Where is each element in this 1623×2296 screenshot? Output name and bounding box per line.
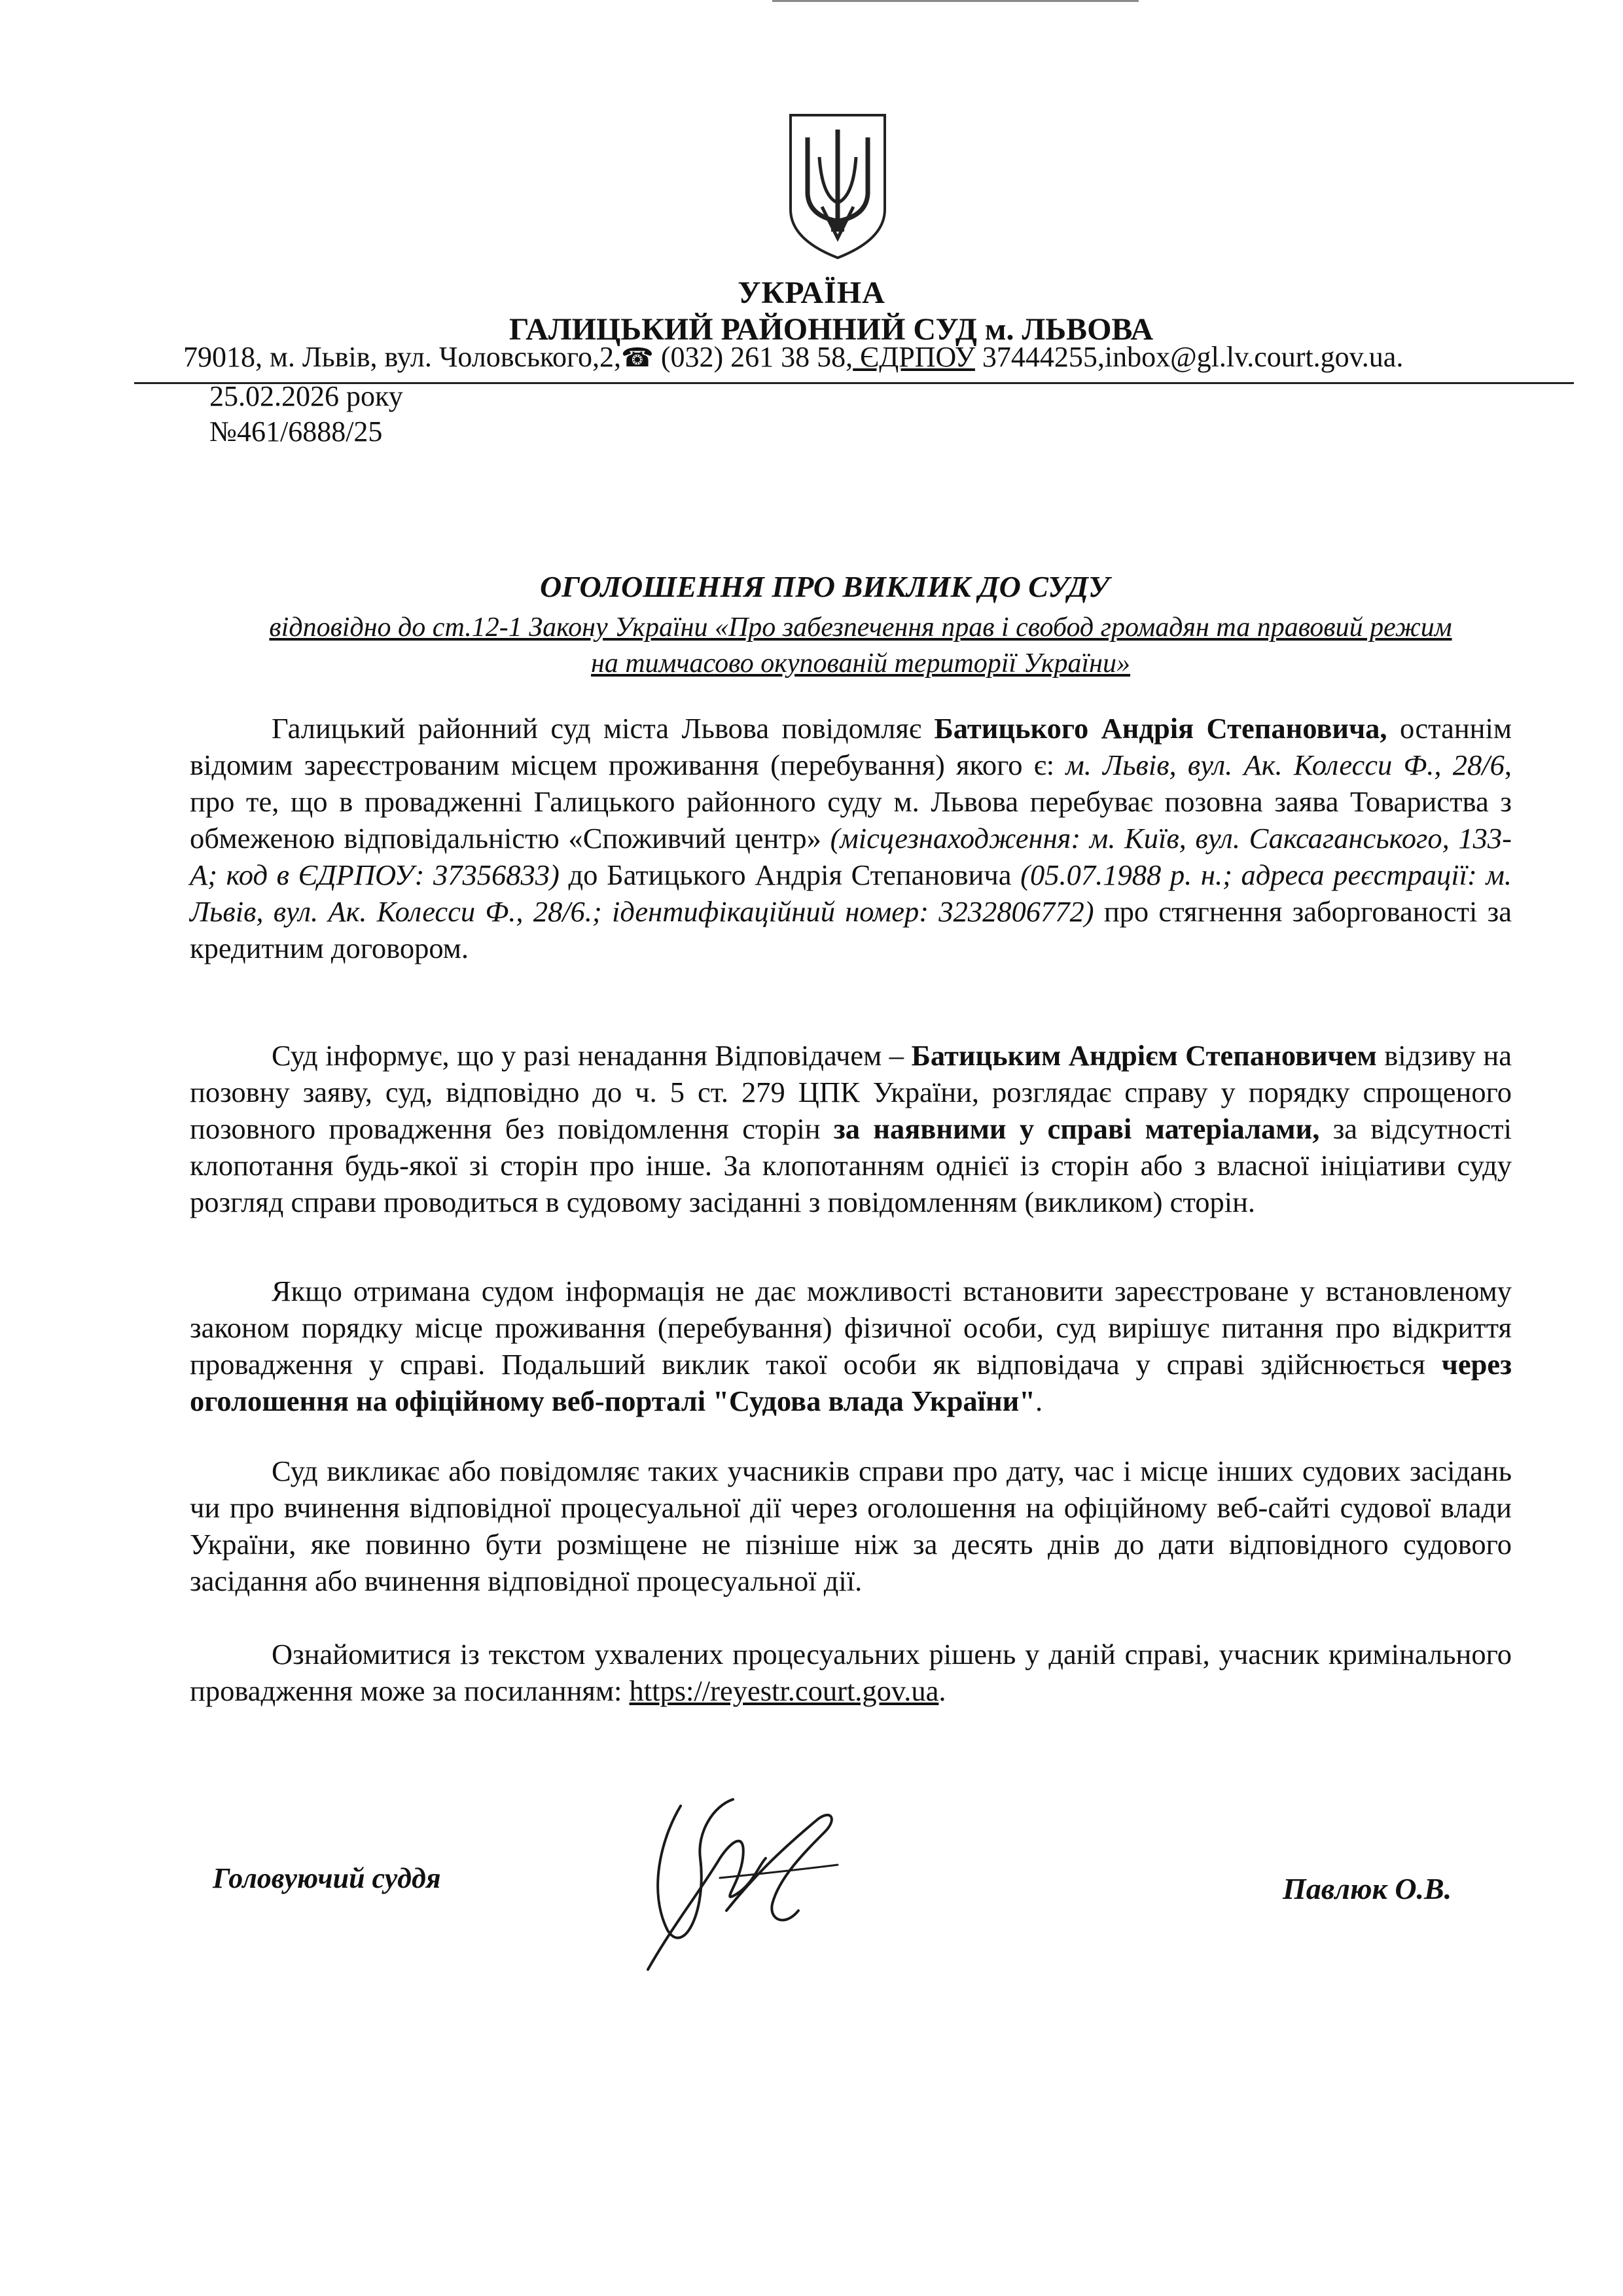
edrpou-label: ЄДРПОУ (853, 341, 975, 373)
trident-coat-of-arms-icon (785, 111, 890, 262)
paragraph-notice (190, 710, 1512, 966)
text-run: останнім відомим зареєстрованим місцем проживання (перебування) якого є: (190, 712, 1512, 781)
judge-name: Павлюк О.В. (1283, 1872, 1452, 1905)
paragraph-summons-method (190, 1273, 1512, 1419)
text-run: . (938, 1674, 946, 1707)
defendant-name: Батицьким Андрієм Степановичем (911, 1039, 1377, 1072)
text-run: Галицький районний суд міста Львова повідомляє (272, 712, 935, 745)
paragraph-registry-link (190, 1636, 1512, 1709)
letter-date: 25.02.2026 року (209, 380, 403, 412)
scan-artifact-line (772, 0, 1139, 2)
judge-title: Головуючий суддя (213, 1862, 441, 1894)
legal-basis-line-1: відповідно до ст.12-1 Закону України «Про забезпечення прав і свобод громадян та правовий режим (269, 612, 1452, 643)
phone-icon: ☎ (621, 343, 654, 372)
text-run: до Батицького Андрія Степановича (559, 858, 1021, 891)
defendant-details: (05.07.1988 р. н.; адреса реєстрації: м. Львів, вул. Ак. Колесси Ф., 28/6.; ідентифікаційний номер: 3232806772) (190, 858, 1512, 928)
plaintiff-details: (місцезнаходження: м. Київ, вул. Саксаганського, 133-А; код в ЄДРПОУ: 37356833) (190, 822, 1512, 891)
text-run: Ознайомитися із текстом ухвалених процесуальних рішень у даній справі, учасник кримінального провадження може за посиланням: (190, 1638, 1512, 1707)
text-run: про стягнення заборгованості за кредитним договором. (190, 895, 1512, 964)
paragraph-hearing-notice (190, 1453, 1512, 1599)
text-run: за відсутності клопотання будь-якої зі сторін про інше. За клопотанням однієї із сторін або з власної ініціативи суду розгляд справи проводиться в судовому засіданні з повідомленням (викликом) сторін. (190, 1112, 1512, 1218)
court-address: 79018, м. Львів, вул. Чоловського,2, (183, 341, 622, 373)
text-run: Суд викликає або повідомляє таких учасників справи про дату, час і місце інших судових засідань чи про вчинення відповідної процесуальної дії через оголошення на офіційному веб-сайті судової влади України, яке повинно бути розміщене не пізніше ніж за десять днів до дати відповідного судового засідання або вчинення відповідної процесуальної дії. (190, 1455, 1512, 1597)
emphasis-text: за наявними у справі матеріалами, (833, 1112, 1320, 1145)
letter-number: №461/6888/25 (209, 415, 383, 448)
country-heading: УКРАЇНА (738, 275, 885, 310)
text-run: Суд інформує, що у разі ненадання Відповідачем – (272, 1039, 912, 1072)
text-run: . (1035, 1385, 1043, 1417)
defendant-address: м. Львів, вул. Ак. Колесси Ф., 28/6 (1065, 749, 1505, 781)
court-contacts-line (183, 340, 1571, 374)
registry-link[interactable]: https://reyestr.court.gov.ua (629, 1674, 939, 1707)
text-run: відзиву на позовну заяву, суд, відповідно до ч. 5 ст. 279 ЦПК України, розглядає справу у порядку спрощеного позовного провадження без повідомлення сторін (190, 1039, 1512, 1145)
court-phone: (032) 261 38 58, (653, 341, 853, 373)
text-run: , про те, що в провадженні Галицького районного суду м. Львова перебуває позовна заява Товариства з обмеженою відповідальністю «Споживчий центр» (190, 749, 1512, 855)
edrpou-and-email: 37444255,inbox@gl.lv.court.gov.ua. (974, 341, 1404, 373)
handwritten-signature (622, 1780, 857, 1976)
paragraph-procedure (190, 1037, 1512, 1220)
emphasis-text: через оголошення на офіційному веб-порталі "Судова влада України" (190, 1348, 1512, 1417)
defendant-name: Батицького Андрія Степановича, (934, 712, 1387, 745)
court-name-heading: ГАЛИЦЬКИЙ РАЙОННИЙ СУД м. ЛЬВОВА (508, 312, 1154, 347)
text-run: Якщо отримана судом інформація не дає можливості встановити зареєстроване у встановленому законом порядку місце проживання (перебування) фізичної особи, суд вирішує питання про відкриття провадження у справі. Подальший виклик такої особи як відповідача у справі здійснюється (190, 1275, 1512, 1381)
legal-basis-line-2: на тимчасово окупованій території України» (590, 648, 1131, 679)
document-title: ОГОЛОШЕННЯ ПРО ВИКЛИК ДО СУДУ (540, 570, 1109, 603)
